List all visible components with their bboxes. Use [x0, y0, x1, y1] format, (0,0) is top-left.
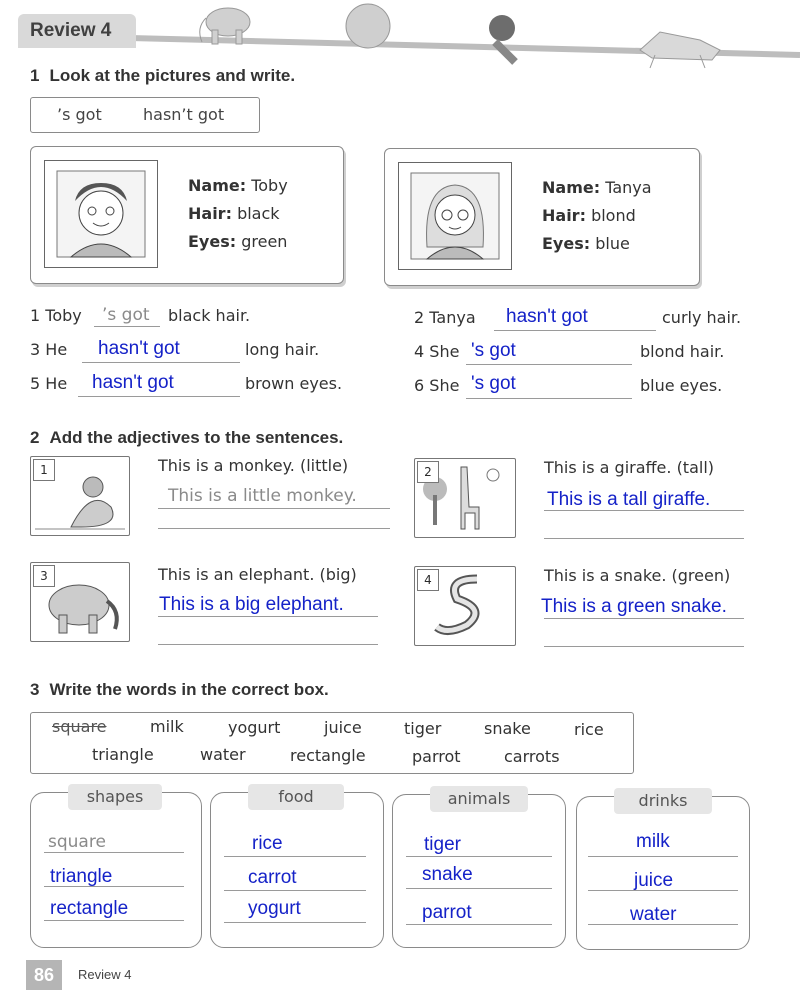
word-snake: snake	[484, 719, 531, 738]
globe-illustration	[346, 4, 390, 48]
answer-5: hasn't got	[92, 372, 174, 393]
section-number: 1	[30, 66, 40, 85]
section2-title	[30, 428, 343, 448]
category-label: drinks	[614, 788, 712, 814]
name-value: Toby	[251, 176, 288, 195]
food-answer-1: rice	[252, 833, 283, 854]
shapes-answer-1: square	[48, 832, 106, 852]
item-number: 1	[33, 459, 55, 481]
boy-illustration	[489, 15, 515, 62]
animals-answer-3: parrot	[422, 902, 472, 923]
sentence-3-end: long hair.	[245, 340, 320, 359]
category-label: food	[248, 784, 344, 810]
word-rectangle: rectangle	[290, 746, 366, 765]
hair-label: Hair:	[542, 206, 586, 225]
section-instruction: Write the words in the correct box.	[49, 680, 329, 699]
answer-line-extra[interactable]	[158, 508, 390, 529]
drinks-answer-2: juice	[634, 870, 674, 891]
category-label: animals	[430, 786, 528, 812]
answer-item-4: This is a green snake.	[541, 596, 727, 617]
toby-portrait	[44, 160, 158, 268]
eyes-label: Eyes:	[188, 232, 237, 251]
hair-label: Hair:	[188, 204, 232, 223]
drinks-answer-1: milk	[636, 831, 670, 852]
elephant-picture	[30, 562, 130, 642]
shapes-answer-3: rectangle	[50, 898, 129, 919]
section-instruction: Add the adjectives to the sentences.	[49, 428, 344, 447]
eyes-value: blue	[595, 234, 630, 253]
sentence-6-end: blue eyes.	[640, 376, 723, 395]
word-square: square	[52, 717, 107, 736]
answer-3: hasn't got	[98, 338, 180, 359]
sentence-4-start: 4 She	[414, 342, 460, 361]
hair-value: black	[237, 204, 280, 223]
prompt-2: This is a giraffe. (tall)	[544, 458, 715, 477]
word-juice: juice	[324, 718, 362, 737]
sentence-1-end: black hair.	[168, 306, 251, 325]
shapes-answer-2: triangle	[50, 866, 113, 887]
hair-value: blond	[591, 206, 636, 225]
section-instruction: Look at the pictures and write.	[49, 66, 296, 85]
food-answer-2: carrot	[248, 867, 297, 888]
answer-line-extra[interactable]	[544, 626, 744, 647]
word-yogurt: yogurt	[228, 718, 281, 737]
answer-line[interactable]	[224, 834, 366, 857]
prompt-3: This is an elephant. (big)	[158, 565, 357, 584]
sentence-3-start: 3 He	[30, 340, 68, 359]
sentence-5-end: brown eyes.	[245, 374, 343, 393]
word-carrots: carrots	[504, 747, 560, 766]
page-number: 86	[26, 960, 62, 990]
name-label: Name:	[188, 176, 247, 195]
sentence-4-end: blond hair.	[640, 342, 725, 361]
sentence-2-end: curly hair.	[662, 308, 742, 327]
section3-title	[30, 680, 329, 700]
word-parrot: parrot	[412, 747, 461, 766]
sentence-2-start: 2 Tanya	[414, 308, 476, 327]
answer-1: ’s got	[102, 305, 150, 325]
toby-info	[188, 172, 288, 256]
answer-item-1: This is a little monkey.	[168, 486, 357, 506]
answer-4: 's got	[471, 340, 516, 361]
monkey-picture	[30, 456, 130, 536]
word-box-1	[30, 97, 260, 133]
answer-item-3: This is a big elephant.	[159, 594, 344, 615]
item-number: 2	[417, 461, 439, 483]
prompt-1: This is a monkey. (little)	[158, 456, 349, 475]
item-number: 4	[417, 569, 439, 591]
giraffe-picture	[414, 458, 516, 538]
eyes-label: Eyes:	[542, 234, 591, 253]
sentence-5-start: 5 He	[30, 374, 68, 393]
section-number: 2	[30, 428, 40, 447]
animals-answer-1: tiger	[424, 834, 461, 855]
answer-line-extra[interactable]	[158, 624, 378, 645]
section-number: 3	[30, 680, 40, 699]
drinks-answer-3: water	[630, 904, 677, 925]
answer-line-extra[interactable]	[544, 518, 744, 539]
tanya-info	[542, 174, 652, 258]
sentence-6-start: 6 She	[414, 376, 460, 395]
answer-6: 's got	[471, 373, 516, 394]
answer-item-2: This is a tall giraffe.	[547, 489, 711, 510]
footer-label: Review 4	[78, 967, 132, 982]
prompt-4: This is a snake. (green)	[544, 566, 731, 585]
food-answer-3: yogurt	[248, 898, 301, 919]
name-label: Name:	[542, 178, 601, 197]
word-water: water	[200, 745, 246, 764]
word-rice: rice	[574, 720, 604, 739]
name-value: Tanya	[605, 178, 652, 197]
item-number: 3	[33, 565, 55, 587]
sentence-1-start: 1 Toby	[30, 306, 82, 325]
animals-answer-2: snake	[422, 864, 473, 885]
word-option: hasn’t got	[143, 105, 225, 124]
word-triangle: triangle	[92, 745, 154, 764]
word-milk: milk	[150, 717, 184, 736]
review-title: Review 4	[18, 14, 136, 48]
giraffe-illustration	[640, 32, 720, 68]
section1-title	[30, 66, 295, 86]
answer-2: hasn't got	[506, 306, 588, 327]
eyes-value: green	[241, 232, 288, 251]
category-label: shapes	[68, 784, 162, 810]
word-option: ’s got	[57, 105, 102, 124]
snake-picture	[414, 566, 516, 646]
tanya-portrait	[398, 162, 512, 270]
word-tiger: tiger	[404, 719, 442, 738]
